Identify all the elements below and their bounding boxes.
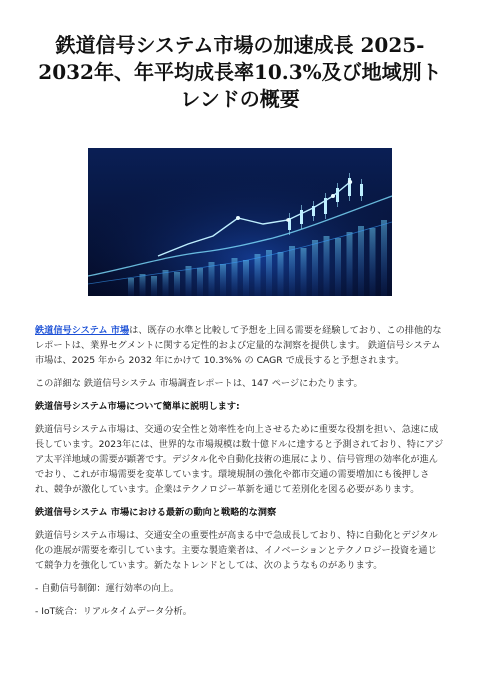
decorative-bar (381, 220, 387, 296)
decorative-bar (197, 268, 203, 296)
article-body (35, 323, 445, 627)
decorative-bar (209, 262, 215, 296)
decorative-bar (220, 264, 226, 296)
decorative-bar (266, 250, 272, 296)
decorative-bar (335, 238, 341, 296)
decorative-bar (163, 270, 169, 296)
decorative-bar (232, 258, 238, 296)
decorative-bar (255, 254, 261, 296)
section1-text: 鉄道信号システム市場は、交通の安全性と効率性を向上させるために重要な役割を担い、急速に成長しています。2023年には、世界的な市場規模は数十億ドルに達すると予測されており、特にアジア太平洋地域の需要が顕著です。デジタル化や自動化技術の進展により、信号管理の効率化が進んでおり、これが市場需要を変革しています。環境規制の強化や都市交通の需要増加にも後押しされ、競争が激化しています。企業はテクノロジー革新を通じて差別化を図る必要があります。 (35, 424, 444, 495)
candle-body (336, 188, 339, 202)
decorative-bar (278, 252, 284, 296)
candle-body (360, 184, 363, 196)
intro-paragraph (35, 323, 445, 368)
candle-body (300, 210, 303, 224)
decorative-bar (243, 260, 249, 296)
decorative-bar (289, 246, 295, 296)
decorative-bar (370, 228, 376, 296)
bullet-item: - 自動信号制御：運行効率の向上。 (35, 583, 180, 594)
market-link[interactable]: 鉄道信号システム 市場 (35, 325, 130, 336)
section2-text: 鉄道信号システム市場は、交通安全の重要性が高まる中で急成長しており、特に自動化とデジタル化の進展が需要を牽引しています。主要な製造業者は、イノベーションとテクノロジー投資を通じて競争力を強化しています。新たなトレンドとしては、次のようなものがあります。 (35, 530, 438, 571)
section2-heading: 鉄道信号システム 市場における最新の動向と戦略的な洞察 (35, 507, 277, 518)
finance-chart-graphic (88, 148, 392, 296)
decorative-bar (347, 232, 353, 296)
page-title: 鉄道信号システム市場の加速成長 2025-2032年、年平均成長率10.3%及び地域別トレンドの概要 (38, 33, 442, 111)
decorative-bar (151, 276, 157, 296)
decorative-bar (128, 278, 134, 296)
decorative-bar (186, 266, 192, 296)
decorative-bar (312, 240, 318, 296)
decorative-bar (301, 248, 307, 296)
intro-text: は、既存の水準と比較して予想を上回る需要を経験しており、この排他的なレポートは、業界セグメントに関する定性的および定量的な洞察を提供します。 鉄道信号システム 市場は、2025 年から 2032 年にかけて 10.3%% の CAGR で成長すると予想されます。 (35, 325, 442, 366)
section1-heading: 鉄道信号システム市場について簡単に説明します: (35, 401, 240, 412)
decorative-bar (324, 236, 330, 296)
decorative-bar (174, 272, 180, 296)
bullet-item: - IoT統合：リアルタイムデータ分析。 (35, 606, 192, 617)
decorative-bar (140, 274, 146, 296)
report-pages-text: この詳細な 鉄道信号システム 市場調査レポートは、147 ページにわたります。 (35, 378, 363, 389)
decorative-bar (358, 226, 364, 296)
